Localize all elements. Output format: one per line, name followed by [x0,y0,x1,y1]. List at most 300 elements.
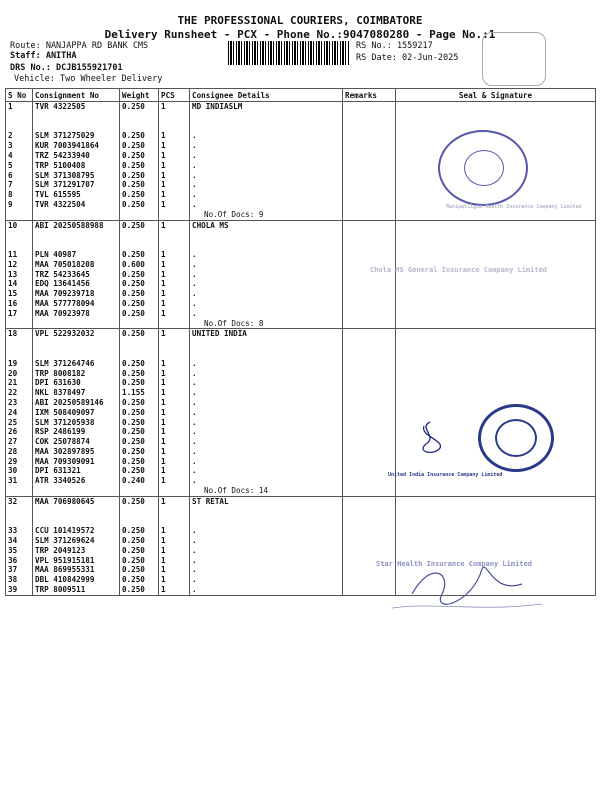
cell-sno [6,122,33,132]
cell-signature [396,319,596,329]
cell-consignment: SLM 371205938 [33,418,120,428]
cell-consignee: . [190,447,343,457]
cell-weight: 0.250 [120,556,159,566]
cell-consignment: SLM 371275029 [33,131,120,141]
insurance-stamp-1 [438,130,528,206]
cell-remarks [343,151,396,161]
cell-consignee [190,349,343,359]
cell-weight [120,230,159,240]
cell-remarks [343,141,396,151]
cell-pcs: 1 [159,250,190,260]
cell-consignee: . [190,309,343,319]
cell-consignment: TRP 2049123 [33,546,120,556]
cell-sno: 25 [6,418,33,428]
cell-weight: 0.250 [120,141,159,151]
cell-pcs: 1 [159,388,190,398]
cell-pcs [159,122,190,132]
cell-weight: 0.250 [120,250,159,260]
cell-weight: 0.250 [120,309,159,319]
col-remarks: Remarks [343,89,396,102]
cell-weight [120,112,159,122]
cell-consignment: VPL 951915181 [33,556,120,566]
cell-remarks [343,408,396,418]
cell-remarks [343,240,396,250]
cell-signature [396,369,596,379]
cell-sno: 3 [6,141,33,151]
cell-consignee [190,240,343,250]
table-row [6,349,596,359]
cell-consignee: No.Of Docs: 9 [190,210,343,220]
cell-weight: 0.250 [120,329,159,339]
cell-sno: 38 [6,575,33,585]
cell-consignee: . [190,526,343,536]
cell-consignment: MAA 706980645 [33,496,120,506]
cell-weight [120,486,159,496]
cell-consignment: TRP 8009511 [33,585,120,595]
cell-sno [6,240,33,250]
table-row [6,230,596,240]
stamp2-text: Chola MS General Insurance Company Limited [370,266,548,274]
cell-pcs: 1 [159,220,190,230]
cell-pcs: 1 [159,476,190,486]
cell-sno: 27 [6,437,33,447]
cell-pcs [159,210,190,220]
table-row [6,507,596,517]
cell-consignment: SLM 371308795 [33,171,120,181]
cell-sno [6,339,33,349]
cell-consignment: MAA 709239718 [33,289,120,299]
cell-consignee: . [190,131,343,141]
table-row [6,496,596,506]
col-pcs: PCS [159,89,190,102]
cell-remarks [343,536,396,546]
cell-remarks [343,299,396,309]
cell-sno: 14 [6,279,33,289]
cell-pcs: 1 [159,556,190,566]
table-row [6,516,596,526]
cell-signature [396,309,596,319]
cell-consignee: CHOLA MS [190,220,343,230]
cell-pcs: 1 [159,190,190,200]
cell-sno [6,210,33,220]
cell-remarks [343,102,396,112]
cell-pcs: 1 [159,437,190,447]
cell-sno: 20 [6,369,33,379]
table-row [6,536,596,546]
cell-weight: 0.250 [120,398,159,408]
col-sno: S No [6,89,33,102]
cell-signature [396,526,596,536]
cell-weight [120,516,159,526]
col-weight: Weight [120,89,159,102]
cell-consignee: . [190,171,343,181]
stamp4-text: Star Health Insurance Company Limited [376,560,532,568]
cell-weight: 0.250 [120,102,159,112]
cell-weight: 0.250 [120,585,159,595]
cell-signature [396,220,596,230]
cell-pcs [159,112,190,122]
cell-consignment [33,339,120,349]
cell-consignment: CCU 101419572 [33,526,120,536]
cell-consignee: . [190,427,343,437]
table-row [6,309,596,319]
cell-consignee: . [190,369,343,379]
cell-consignee: . [190,556,343,566]
cell-weight [120,122,159,132]
table-row [6,486,596,496]
cell-pcs: 1 [159,329,190,339]
cell-consignee: . [190,161,343,171]
cell-sno: 36 [6,556,33,566]
cell-weight: 0.250 [120,299,159,309]
cell-pcs: 1 [159,369,190,379]
cell-pcs: 1 [159,427,190,437]
cell-consignee [190,122,343,132]
cell-remarks [343,289,396,299]
cell-consignee [190,516,343,526]
cell-consignee: . [190,457,343,467]
cell-consignment [33,516,120,526]
cell-pcs: 1 [159,171,190,181]
cell-remarks [343,279,396,289]
cell-sno: 15 [6,289,33,299]
cell-remarks [343,210,396,220]
cell-signature [396,359,596,369]
cell-signature [396,210,596,220]
cell-sno: 28 [6,447,33,457]
cell-remarks [343,427,396,437]
cell-signature [396,122,596,132]
cell-signature [396,289,596,299]
cell-sno: 9 [6,200,33,210]
table-row [6,112,596,122]
cell-consignment: MAA 577778094 [33,299,120,309]
table-row [6,329,596,339]
cell-consignment [33,112,120,122]
cell-consignment: TVR 4322505 [33,102,120,112]
cell-pcs: 1 [159,279,190,289]
cell-pcs [159,507,190,517]
vehicle: Vehicle: Two Wheeler Delivery [14,74,163,84]
cell-consignment: TRZ 54233645 [33,270,120,280]
cell-consignee: . [190,151,343,161]
drs-number: DRS No.: DCJB155921701 [10,63,123,73]
cell-signature [396,240,596,250]
cell-consignee [190,230,343,240]
cell-sno: 8 [6,190,33,200]
cell-pcs [159,240,190,250]
cell-consignment: TRZ 54233940 [33,151,120,161]
cell-weight: 0.250 [120,447,159,457]
cell-consignment [33,486,120,496]
cell-weight: 0.250 [120,270,159,280]
cell-pcs: 1 [159,161,190,171]
signature-mark [410,418,450,458]
cell-consignee: . [190,466,343,476]
cell-signature [396,349,596,359]
cell-sno: 39 [6,585,33,595]
cell-weight: 0.250 [120,418,159,428]
cell-consignment: DPI 631630 [33,378,120,388]
cell-weight: 0.250 [120,457,159,467]
cell-consignee: . [190,190,343,200]
cell-consignee: ST RETAL [190,496,343,506]
cell-pcs: 1 [159,398,190,408]
cell-weight: 0.600 [120,260,159,270]
cell-weight: 0.250 [120,466,159,476]
cell-sno [6,507,33,517]
cell-weight [120,349,159,359]
table-row [6,220,596,230]
cell-remarks [343,200,396,210]
table-row [6,289,596,299]
table-row [6,369,596,379]
cell-remarks [343,329,396,339]
cell-remarks [343,496,396,506]
cell-signature [396,388,596,398]
cell-consignee [190,339,343,349]
cell-remarks [343,457,396,467]
cell-pcs: 1 [159,299,190,309]
cell-weight: 0.250 [120,190,159,200]
cell-pcs: 1 [159,408,190,418]
table-row [6,378,596,388]
cell-sno: 33 [6,526,33,536]
table-row [6,319,596,329]
table-row [6,102,596,112]
cell-consignment: DPI 631321 [33,466,120,476]
cell-signature [396,339,596,349]
cell-consignment [33,507,120,517]
route: Route: NANJAPPA RD BANK CMS [10,41,149,51]
cell-sno: 31 [6,476,33,486]
cell-weight: 0.250 [120,161,159,171]
cell-pcs [159,349,190,359]
cell-weight: 0.250 [120,131,159,141]
cell-consignee: . [190,575,343,585]
cell-sno: 11 [6,250,33,260]
cell-sno: 26 [6,427,33,437]
cell-sno: 37 [6,565,33,575]
cell-pcs [159,486,190,496]
cell-sno [6,516,33,526]
cell-pcs [159,230,190,240]
cell-weight [120,210,159,220]
cell-consignee: . [190,260,343,270]
cell-remarks [343,230,396,240]
table-row [6,279,596,289]
cell-sno: 2 [6,131,33,141]
cell-consignee: . [190,536,343,546]
cell-consignee: No.Of Docs: 8 [190,319,343,329]
cell-pcs: 1 [159,546,190,556]
cell-consignee: . [190,299,343,309]
cell-remarks [343,250,396,260]
faint-stamp [482,32,546,86]
cell-weight: 0.250 [120,171,159,181]
cell-signature [396,329,596,339]
cell-consignee: . [190,476,343,486]
cell-signature [396,486,596,496]
cell-remarks [343,447,396,457]
table-row [6,299,596,309]
cell-consignment: IXM 508409097 [33,408,120,418]
cell-remarks [343,122,396,132]
cell-consignment: EDQ 13641456 [33,279,120,289]
cell-consignment: RSP 2486199 [33,427,120,437]
cell-sno: 34 [6,536,33,546]
cell-sno: 16 [6,299,33,309]
cell-sno: 10 [6,220,33,230]
cell-weight: 0.250 [120,546,159,556]
cell-sno [6,486,33,496]
cell-remarks [343,349,396,359]
cell-consignee: . [190,418,343,428]
cell-sno [6,349,33,359]
cell-consignee: . [190,270,343,280]
cell-remarks [343,359,396,369]
cell-pcs: 1 [159,151,190,161]
cell-weight [120,319,159,329]
cell-weight: 0.250 [120,200,159,210]
cell-consignee: . [190,359,343,369]
cell-consignment: ATR 3340526 [33,476,120,486]
cell-consignment: COK 25078874 [33,437,120,447]
cell-pcs: 1 [159,585,190,595]
stamp1-text: ManipalCigna Health Insurance Company Limited [446,204,582,210]
cell-consignment: TVL 615595 [33,190,120,200]
cell-pcs [159,516,190,526]
table-header-row [6,89,596,102]
cell-consignment: MAA 709309091 [33,457,120,467]
cell-weight: 0.250 [120,526,159,536]
table-row [6,339,596,349]
document-subtitle: Delivery Runsheet - PCX - Phone No.:9047080280 - Page No.:1 [104,28,496,41]
cell-weight: 0.250 [120,496,159,506]
cell-consignment: TRP 8008182 [33,369,120,379]
cell-signature [396,112,596,122]
cell-sno: 29 [6,457,33,467]
cell-weight: 0.250 [120,180,159,190]
cell-pcs: 1 [159,457,190,467]
cell-consignee: . [190,408,343,418]
col-signature: Seal & Signature [396,89,596,102]
cell-consignment: ABI 20250589146 [33,398,120,408]
cell-consignee: No.Of Docs: 14 [190,486,343,496]
cell-weight: 0.240 [120,476,159,486]
cell-remarks [343,388,396,398]
table-row [6,250,596,260]
cell-pcs: 1 [159,575,190,585]
cell-consignee: . [190,546,343,556]
cell-weight [120,507,159,517]
cell-remarks [343,319,396,329]
table-row [6,526,596,536]
document-title: THE PROFESSIONAL COURIERS, COIMBATORE [177,14,423,27]
cell-pcs: 1 [159,131,190,141]
cell-consignment: VPL 522932032 [33,329,120,339]
cell-remarks [343,486,396,496]
cell-consignment [33,349,120,359]
cell-signature [396,507,596,517]
cell-sno: 22 [6,388,33,398]
cell-remarks [343,418,396,428]
cell-pcs [159,339,190,349]
cell-weight: 0.250 [120,437,159,447]
rs-date: RS Date: 02-Jun-2025 [356,53,459,63]
cell-consignment: DBL 410842999 [33,575,120,585]
cell-pcs: 1 [159,141,190,151]
cell-sno: 12 [6,260,33,270]
cell-remarks [343,339,396,349]
col-consignee: Consignee Details [190,89,343,102]
cell-consignment: KUR 7003941864 [33,141,120,151]
cell-consignment: SLM 371264746 [33,359,120,369]
cell-pcs: 1 [159,565,190,575]
cell-weight: 0.250 [120,427,159,437]
cell-remarks [343,516,396,526]
cell-consignee [190,507,343,517]
cell-sno: 23 [6,398,33,408]
cell-signature [396,279,596,289]
cell-consignee: . [190,565,343,575]
cell-remarks [343,507,396,517]
table-row [6,359,596,369]
cell-signature [396,230,596,240]
cell-consignment [33,122,120,132]
cell-consignment: MAA 70923978 [33,309,120,319]
cell-pcs: 1 [159,447,190,457]
cell-pcs: 1 [159,378,190,388]
table-row [6,388,596,398]
cell-consignment: PLN 40987 [33,250,120,260]
cell-consignment [33,210,120,220]
cell-signature [396,516,596,526]
cell-pcs: 1 [159,289,190,299]
cell-sno [6,319,33,329]
cell-remarks [343,180,396,190]
cell-remarks [343,526,396,536]
cell-weight: 0.250 [120,151,159,161]
cell-signature [396,102,596,112]
cell-sno: 35 [6,546,33,556]
cell-consignee: . [190,250,343,260]
cell-weight: 0.250 [120,378,159,388]
cell-consignment: TRP 5100408 [33,161,120,171]
cell-consignment: ABI 20250588988 [33,220,120,230]
cell-sno: 30 [6,466,33,476]
cell-weight: 0.250 [120,565,159,575]
cell-remarks [343,161,396,171]
cell-consignee: MD INDIASLM [190,102,343,112]
cell-remarks [343,437,396,447]
cell-consignee: UNITED INDIA [190,329,343,339]
barcode [228,41,350,65]
cell-consignee: . [190,200,343,210]
cell-consignee: . [190,180,343,190]
cell-pcs: 1 [159,466,190,476]
cell-consignee: . [190,141,343,151]
cell-remarks [343,112,396,122]
cell-pcs: 1 [159,180,190,190]
cell-pcs [159,319,190,329]
cell-signature [396,378,596,388]
cell-sno: 18 [6,329,33,339]
cell-sno: 13 [6,270,33,280]
cell-sno: 4 [6,151,33,161]
cell-consignment [33,230,120,240]
cell-weight: 0.250 [120,279,159,289]
